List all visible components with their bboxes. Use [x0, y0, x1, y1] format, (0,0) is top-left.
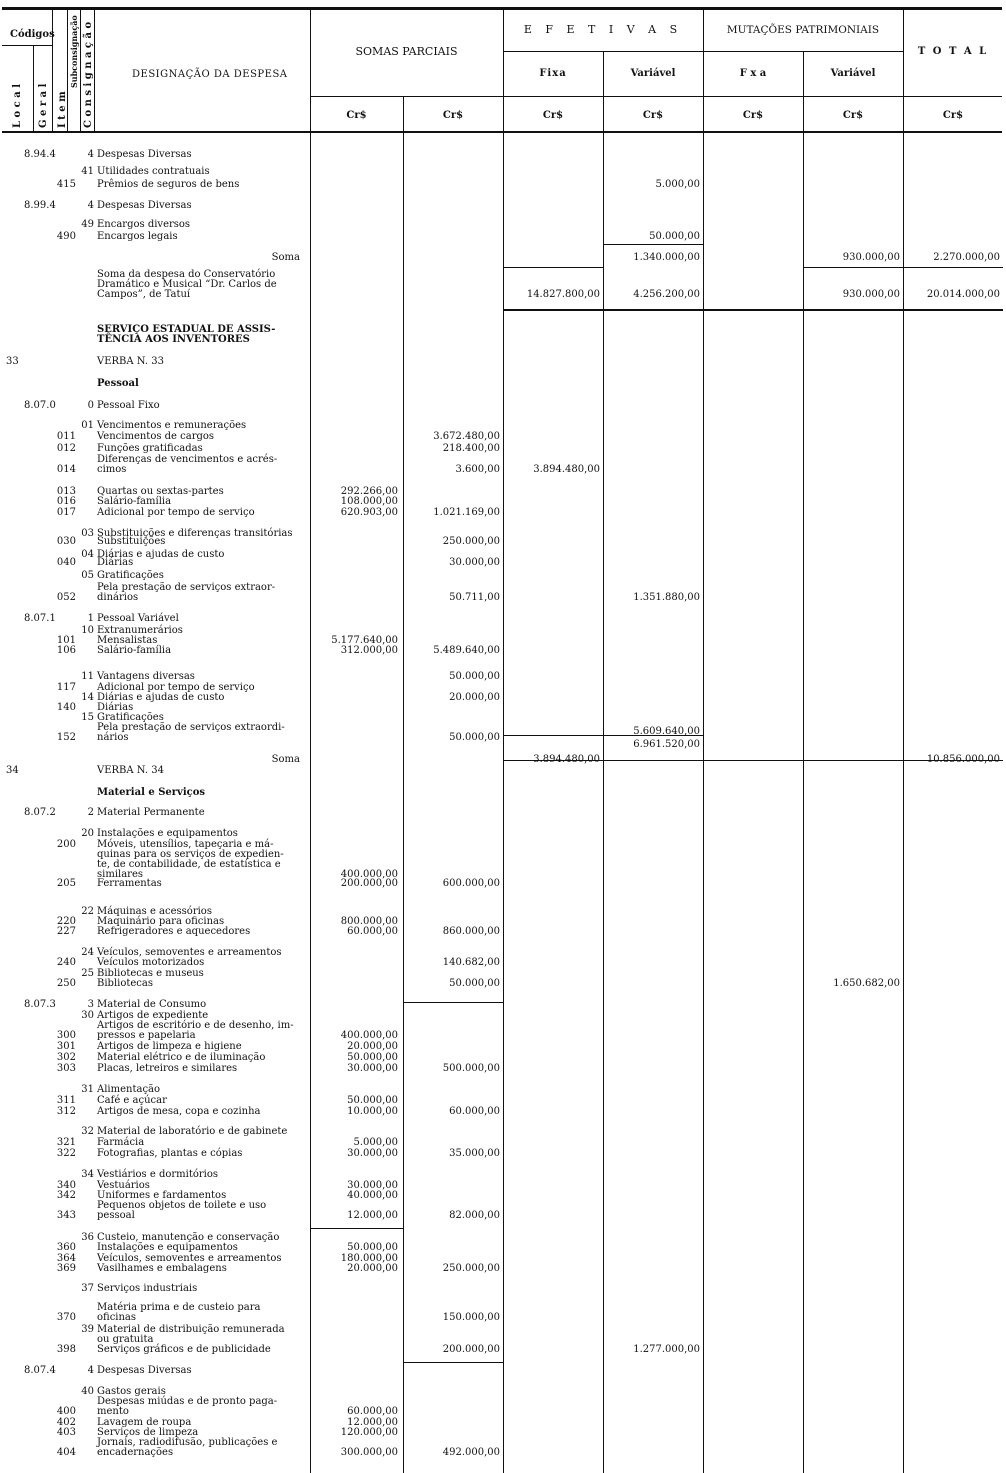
expense-designation: te, de contabilidade, de estatística e — [97, 859, 281, 870]
soma-parcial-1: 60.000,00 — [347, 1406, 398, 1417]
expense-designation: Artigos de expediente — [97, 1010, 209, 1021]
expense-designation: Móveis, utensílios, tapeçaria e má- — [97, 839, 274, 850]
expense-designation: Material de distribuição remunerada — [97, 1324, 285, 1335]
col-line-efetivas — [503, 7, 504, 1473]
expense-designation: pressos e papelaria — [97, 1030, 196, 1041]
code-subconsignacao: 311 — [56, 1095, 76, 1106]
code-subconsignacao: 017 — [56, 507, 76, 518]
header-efetivas: E F E T I V A S — [523, 23, 683, 36]
code-item: 31 — [81, 1084, 94, 1095]
code-subconsignacao: 013 — [56, 486, 76, 497]
code-local: 8.07.2 — [24, 807, 56, 818]
header-bottom-rule — [2, 131, 1002, 133]
code-subconsignacao: 030 — [56, 536, 76, 547]
expense-designation: Encargos diversos — [97, 219, 191, 230]
expense-designation: oficinas — [97, 1312, 137, 1323]
expense-designation: Lavagem de roupa — [97, 1417, 192, 1428]
expense-designation: Diárias e ajudas de custo — [97, 549, 225, 560]
expense-designation: SERVIÇO ESTADUAL DE ASSIS- — [97, 324, 276, 335]
code-item: 20 — [81, 828, 94, 839]
code-subconsignacao: 140 — [56, 702, 76, 713]
expense-designation: Pessoal — [97, 378, 139, 389]
expense-designation: quinas para os serviços de expedien- — [97, 849, 284, 860]
code-item: 03 — [81, 528, 94, 539]
expense-designation: Serviços industriais — [97, 1283, 198, 1294]
code-item: 2 — [87, 807, 94, 818]
efetiva-variavel: 1.340.000,00 — [633, 252, 700, 263]
soma-parcial-1: 800.000,00 — [340, 916, 398, 927]
code-subconsignacao: 301 — [56, 1041, 76, 1052]
soma-parcial-2: 1.021.169,00 — [433, 507, 500, 518]
code-subconsignacao: 300 — [56, 1030, 76, 1041]
expense-designation: Despesas Diversas — [97, 1365, 192, 1376]
expense-designation: Mensalistas — [97, 635, 158, 646]
efetiva-variavel: 5.000,00 — [655, 179, 700, 190]
code-item: 01 — [81, 420, 94, 431]
soma-parcial-2: 3.600,00 — [455, 464, 500, 475]
code-local: 8.99.4 — [24, 200, 56, 211]
expense-designation: Material de Consumo — [97, 999, 207, 1010]
code-local: 33 — [6, 356, 19, 367]
code-item: 1 — [87, 613, 94, 624]
soma-parcial-2: 218.400,00 — [442, 443, 500, 454]
sum-rule — [403, 1362, 503, 1363]
expense-designation: Artigos de escritório e de desenho, im- — [97, 1020, 294, 1031]
expense-designation: Fotografias, plantas e cópias — [97, 1148, 243, 1159]
code-subconsignacao: 302 — [56, 1052, 76, 1063]
expense-designation: Custeio, manutenção e conservação — [97, 1232, 280, 1243]
expense-designation: Diferenças de vencimentos e acrés- — [97, 454, 278, 465]
soma-parcial-1: 30.000,00 — [347, 1180, 398, 1191]
soma-parcial-1: 120.000,00 — [340, 1427, 398, 1438]
soma-parcial-2: 200.000,00 — [442, 1344, 500, 1355]
expense-designation: Veículos motorizados — [97, 957, 205, 968]
expense-designation: Adicional por tempo de serviço — [97, 507, 255, 518]
expense-designation: TÊNCIA AOS INVENTORES — [97, 334, 250, 345]
soma-parcial-1: 5.000,00 — [353, 1137, 398, 1148]
code-local: 8.07.0 — [24, 400, 56, 411]
soma-parcial-2: 30.000,00 — [449, 557, 500, 568]
code-local: 8.07.4 — [24, 1365, 56, 1376]
expense-designation: Maquinário para oficinas — [97, 916, 225, 927]
soma-parcial-1: 20.000,00 — [347, 1263, 398, 1274]
code-subconsignacao: 340 — [56, 1180, 76, 1191]
soma-parcial-2: 50.000,00 — [449, 732, 500, 743]
code-item: 0 — [87, 400, 94, 411]
code-subconsignacao: 402 — [56, 1417, 76, 1428]
code-item: 41 — [81, 166, 94, 177]
expense-designation: encadernações — [97, 1447, 174, 1458]
expense-designation: Farmácia — [97, 1137, 145, 1148]
expense-designation: cimos — [97, 464, 127, 475]
expense-designation: Dramático e Musical “Dr. Carlos de — [97, 279, 277, 290]
soma-parcial-2: 82.000,00 — [449, 1210, 500, 1221]
soma-parcial-1: 20.000,00 — [347, 1041, 398, 1052]
header-variavel-mut: Variável — [830, 68, 876, 79]
code-subconsignacao: 200 — [56, 839, 76, 850]
code-subconsignacao: 369 — [56, 1263, 76, 1274]
expense-designation: Pessoal Fixo — [97, 400, 160, 411]
code-subconsignacao: 312 — [56, 1106, 76, 1117]
code-item: 11 — [81, 671, 94, 682]
soma-parcial-1: 400.000,00 — [340, 869, 398, 880]
code-subconsignacao: 205 — [56, 878, 76, 889]
code-subconsignacao: 014 — [56, 464, 76, 475]
expense-designation: Despesas miúdas e de pronto paga- — [97, 1396, 278, 1407]
efetiva-variavel: 1.277.000,00 — [633, 1344, 700, 1355]
soma-parcial-1: 12.000,00 — [347, 1417, 398, 1428]
expense-designation: Bibliotecas — [97, 978, 153, 989]
sum-rule — [503, 267, 603, 268]
code-item: 40 — [81, 1386, 94, 1397]
expense-designation: Salário-família — [97, 645, 172, 656]
expense-designation: Material e Serviços — [97, 787, 206, 798]
code-item: 4 — [87, 149, 94, 160]
expense-designation: Bibliotecas e museus — [97, 968, 204, 979]
expense-designation: Gratificações — [97, 712, 164, 723]
sum-rule — [903, 267, 1003, 268]
expense-designation: Diárias — [97, 702, 134, 713]
sum-rule — [403, 1002, 503, 1003]
expense-designation: Matéria prima e de custeio para — [97, 1302, 261, 1313]
code-subconsignacao: 404 — [56, 1447, 76, 1458]
col-line-mvar — [803, 51, 804, 1473]
efetiva-fixa: 3.894.480,00 — [533, 464, 600, 475]
code-item: 3 — [87, 999, 94, 1010]
header-total: T O T A L — [917, 46, 989, 57]
expense-designation: Máquinas e acessórios — [97, 906, 212, 917]
unit-cr-mvar: Cr$ — [842, 110, 864, 121]
header-consignacao: C o n s i g n a ç ã o — [83, 21, 94, 128]
code-subconsignacao: 101 — [56, 635, 76, 646]
header-local: L o c a l — [12, 84, 23, 128]
expense-designation: Ferramentas — [97, 878, 162, 889]
expense-designation: Extranumerários — [97, 625, 183, 636]
code-item: 37 — [81, 1283, 94, 1294]
soma-parcial-1: 292.266,00 — [340, 486, 398, 497]
expense-designation: Gratificações — [97, 570, 164, 581]
soma-parcial-2: 35.000,00 — [449, 1148, 500, 1159]
expense-designation: Artigos de limpeza e higiene — [97, 1041, 242, 1052]
code-subconsignacao: 117 — [56, 682, 76, 693]
expense-designation: Salário-família — [97, 496, 172, 507]
code-subconsignacao: 400 — [56, 1406, 76, 1417]
soma-parcial-1: 50.000,00 — [347, 1052, 398, 1063]
expense-designation: Material Permanente — [97, 807, 205, 818]
code-item: 34 — [81, 1169, 94, 1180]
soma-parcial-1: 312.000,00 — [340, 645, 398, 656]
soma-parcial-2: 50.000,00 — [449, 978, 500, 989]
header-item: I t e m — [57, 91, 68, 128]
code-local: 8.07.3 — [24, 999, 56, 1010]
unit-cr-var: Cr$ — [642, 110, 664, 121]
expense-designation: VERBA N. 34 — [97, 765, 164, 776]
soma-parcial-2: 3.672.480,00 — [433, 431, 500, 442]
code-local: 8.94.4 — [24, 149, 56, 160]
total-value: 10.856.000,00 — [926, 754, 1000, 765]
code-item: 39 — [81, 1324, 94, 1335]
soma-parcial-2: 250.000,00 — [442, 1263, 500, 1274]
total-value: 20.014.000,00 — [926, 289, 1000, 300]
soma-parcial-1: 200.000,00 — [340, 878, 398, 889]
expense-designation: Funções gratificadas — [97, 443, 203, 454]
code-item: 4 — [87, 1365, 94, 1376]
soma-parcial-1: 180.000,00 — [340, 1253, 398, 1264]
col-line-mut — [703, 7, 704, 1473]
code-subconsignacao: 011 — [56, 431, 76, 442]
expense-designation: Vasilhames e embalagens — [97, 1263, 227, 1274]
expense-designation: Soma da despesa do Conservatório — [97, 269, 276, 280]
expense-designation: Uniformes e fardamentos — [97, 1190, 227, 1201]
header-variavel: Variável — [630, 68, 676, 79]
total-value: 2.270.000,00 — [933, 252, 1000, 263]
soma-parcial-1: 60.000,00 — [347, 926, 398, 937]
expense-designation: Instalações e equipamentos — [97, 1242, 238, 1253]
soma-parcial-2: 140.682,00 — [442, 957, 500, 968]
code-subconsignacao: 415 — [56, 179, 76, 190]
code-item: 04 — [81, 549, 94, 560]
expense-designation: VERBA N. 33 — [97, 356, 164, 367]
expense-designation: Prêmios de seguros de bens — [97, 179, 240, 190]
expense-designation: Substituições — [97, 536, 166, 547]
code-subconsignacao: 398 — [56, 1344, 76, 1355]
code-item: 49 — [81, 219, 94, 230]
soma-parcial-1: 400.000,00 — [340, 1030, 398, 1041]
expense-designation: Despesas Diversas — [97, 149, 192, 160]
sum-rule — [803, 267, 903, 268]
efetiva-variavel: 6.961.520,00 — [633, 739, 700, 750]
code-item: 25 — [81, 968, 94, 979]
unit-cr-total: Cr$ — [942, 110, 964, 121]
code-subconsignacao: 403 — [56, 1427, 76, 1438]
mutacao-variavel: 930.000,00 — [842, 289, 900, 300]
expense-designation: Vantagens diversas — [97, 671, 195, 682]
col-line-desc — [94, 7, 95, 131]
code-item: 36 — [81, 1232, 94, 1243]
code-subconsignacao: 322 — [56, 1148, 76, 1159]
expense-designation: Instalações e equipamentos — [97, 828, 238, 839]
expense-designation: Serviços de limpeza — [97, 1427, 199, 1438]
code-item: 4 — [87, 200, 94, 211]
col-line-local — [33, 45, 34, 131]
soma-parcial-1: 300.000,00 — [340, 1447, 398, 1458]
expense-designation: Pela prestação de serviços extraor- — [97, 582, 276, 593]
mutacao-variavel: 1.650.682,00 — [833, 978, 900, 989]
soma-parcial-1: 40.000,00 — [347, 1190, 398, 1201]
col-line-geral — [52, 7, 53, 131]
header-somas-parciais: SOMAS PARCIAIS — [355, 45, 458, 58]
soma-parcial-2: 500.000,00 — [442, 1063, 500, 1074]
code-item: 24 — [81, 947, 94, 958]
expense-designation: Substituições e diferenças transitórias — [97, 528, 293, 539]
soma-parcial-2: 60.000,00 — [449, 1106, 500, 1117]
header-mutacoes: MUTAÇÕES PATRIMONIAIS — [726, 24, 880, 36]
expense-designation: Alimentação — [97, 1084, 161, 1095]
soma-parcial-2: 860.000,00 — [442, 926, 500, 937]
soma-parcial-2: 50.711,00 — [449, 592, 500, 603]
header-fixa-mut: F x a — [739, 68, 767, 79]
expense-designation: Vencimentos e remunerações — [97, 420, 247, 431]
efetiva-variavel: 50.000,00 — [649, 231, 700, 242]
soma-parcial-2: 250.000,00 — [442, 536, 500, 547]
expense-designation: Quartas ou sextas-partes — [97, 486, 224, 497]
header-subconsignacao: Subconsignação — [69, 15, 79, 88]
efetiva-fixa: 14.827.800,00 — [526, 289, 600, 300]
expense-designation: Placas, letreiros e similares — [97, 1063, 238, 1074]
unit-cr-sp2: Cr$ — [442, 110, 464, 121]
soma-parcial-1: 10.000,00 — [347, 1106, 398, 1117]
col-line-var — [603, 51, 604, 1473]
code-subconsignacao: 220 — [56, 916, 76, 927]
expense-designation: Pessoal Variável — [97, 613, 179, 624]
efetiva-variavel: 4.256.200,00 — [633, 289, 700, 300]
code-item: 22 — [81, 906, 94, 917]
code-subconsignacao: 364 — [56, 1253, 76, 1264]
header-fixa: Fixa — [539, 68, 567, 79]
unit-cr-sp1: Cr$ — [346, 110, 367, 121]
efetiva-variavel: 1.351.880,00 — [633, 592, 700, 603]
sum-rule — [310, 1228, 403, 1229]
code-item: 05 — [81, 570, 94, 581]
code-subconsignacao: 152 — [56, 732, 76, 743]
code-item: 30 — [81, 1010, 94, 1021]
expense-designation: ou gratuita — [97, 1334, 154, 1345]
soma-parcial-2: 492.000,00 — [442, 1447, 500, 1458]
code-subconsignacao: 360 — [56, 1242, 76, 1253]
expense-designation: Vencimentos de cargos — [97, 431, 215, 442]
sum-rule — [503, 735, 703, 736]
expense-designation: Encargos legais — [97, 231, 178, 242]
code-subconsignacao: 250 — [56, 978, 76, 989]
code-subconsignacao: 343 — [56, 1210, 76, 1221]
soma-parcial-1: 5.177.640,00 — [331, 635, 398, 646]
expense-designation: Despesas Diversas — [97, 200, 192, 211]
code-subconsignacao: 016 — [56, 496, 76, 507]
unit-cr-fixa: Cr$ — [542, 110, 564, 121]
code-item: 14 — [81, 692, 94, 703]
expense-designation: Veículos, semoventes e arreamentos — [97, 1253, 282, 1264]
code-subconsignacao: 052 — [56, 592, 76, 603]
expense-designation: Vestiários e dormitórios — [97, 1169, 218, 1180]
expense-designation: Artigos de mesa, copa e cozinha — [97, 1106, 261, 1117]
code-subconsignacao: 490 — [56, 231, 76, 242]
expense-designation: Utilidades contratuais — [97, 166, 210, 177]
code-subconsignacao: 227 — [56, 926, 76, 937]
soma-parcial-1: 50.000,00 — [347, 1242, 398, 1253]
expense-designation: similares — [97, 869, 144, 880]
code-subconsignacao: 106 — [56, 645, 76, 656]
code-item: 32 — [81, 1126, 94, 1137]
soma-parcial-2: 50.000,00 — [449, 671, 500, 682]
expense-designation: Pequenos objetos de toilete e uso — [97, 1200, 267, 1211]
code-item: 10 — [81, 625, 94, 636]
sum-rule — [503, 760, 1003, 761]
mutacao-variavel: 930.000,00 — [842, 252, 900, 263]
col-line-sub — [80, 7, 81, 131]
expense-designation: Serviços gráficos e de publicidade — [97, 1344, 271, 1355]
header-codigos: Códigos — [10, 29, 55, 40]
expense-designation: Café e açúcar — [97, 1095, 167, 1106]
soma-parcial-1: 12.000,00 — [347, 1210, 398, 1221]
code-local: 8.07.1 — [24, 613, 56, 624]
col-line-total — [903, 7, 904, 1473]
code-subconsignacao: 370 — [56, 1312, 76, 1323]
expense-designation: Diárias e ajudas de custo — [97, 692, 225, 703]
expense-designation: Jornais, radiodifusão, publicações e — [97, 1437, 278, 1448]
expense-designation: nários — [97, 732, 129, 743]
soma-parcial-1: 30.000,00 — [347, 1148, 398, 1159]
expense-designation: Gastos gerais — [97, 1386, 166, 1397]
soma-parcial-1: 620.903,00 — [340, 507, 398, 518]
expense-designation: Material elétrico e de iluminação — [97, 1052, 266, 1063]
soma-parcial-2: 600.000,00 — [442, 878, 500, 889]
efetiva-fixa: 3.894.480,00 — [533, 754, 600, 765]
soma-parcial-2: 150.000,00 — [442, 1312, 500, 1323]
expense-designation: Pela prestação de serviços extraordi- — [97, 722, 285, 733]
expense-designation: Campos”, de Tatuí — [97, 289, 191, 300]
header-designacao: DESIGNAÇÃO DA DESPESA — [132, 69, 288, 80]
unit-cr-mfixa: Cr$ — [742, 110, 764, 121]
header-geral: G e r a l — [38, 83, 49, 128]
expense-designation: dinários — [97, 592, 139, 603]
sum-rule — [503, 309, 1003, 311]
expense-designation: Adicional por tempo de serviço — [97, 682, 255, 693]
soma-parcial-2: 5.489.640,00 — [433, 645, 500, 656]
code-subconsignacao: 040 — [56, 557, 76, 568]
expense-designation: Vestuários — [97, 1180, 150, 1191]
code-subconsignacao: 342 — [56, 1190, 76, 1201]
code-subconsignacao: 303 — [56, 1063, 76, 1074]
header-unit-rule — [310, 96, 1002, 97]
code-subconsignacao: 012 — [56, 443, 76, 454]
code-subconsignacao: 240 — [56, 957, 76, 968]
efetiva-variavel: 5.609.640,00 — [633, 726, 700, 737]
expense-designation: mento — [97, 1406, 129, 1417]
soma-parcial-1: 108.000,00 — [340, 496, 398, 507]
soma-parcial-2: 20.000,00 — [449, 692, 500, 703]
soma-label: Soma — [271, 252, 300, 263]
expense-designation: Veículos, semoventes e arreamentos — [97, 947, 282, 958]
soma-parcial-1: 50.000,00 — [347, 1095, 398, 1106]
codigos-rule — [2, 45, 52, 46]
expense-designation: pessoal — [97, 1210, 135, 1221]
soma-parcial-1: 30.000,00 — [347, 1063, 398, 1074]
soma-label: Soma — [271, 754, 300, 765]
expense-designation: Refrigeradores e aquecedores — [97, 926, 251, 937]
code-subconsignacao: 321 — [56, 1137, 76, 1148]
code-item: 15 — [81, 712, 94, 723]
expense-designation: Material de laboratório e de gabinete — [97, 1126, 288, 1137]
code-local: 34 — [6, 765, 19, 776]
expense-designation: Diárias — [97, 557, 134, 568]
top-rule — [2, 7, 1002, 10]
sum-rule — [603, 244, 703, 245]
